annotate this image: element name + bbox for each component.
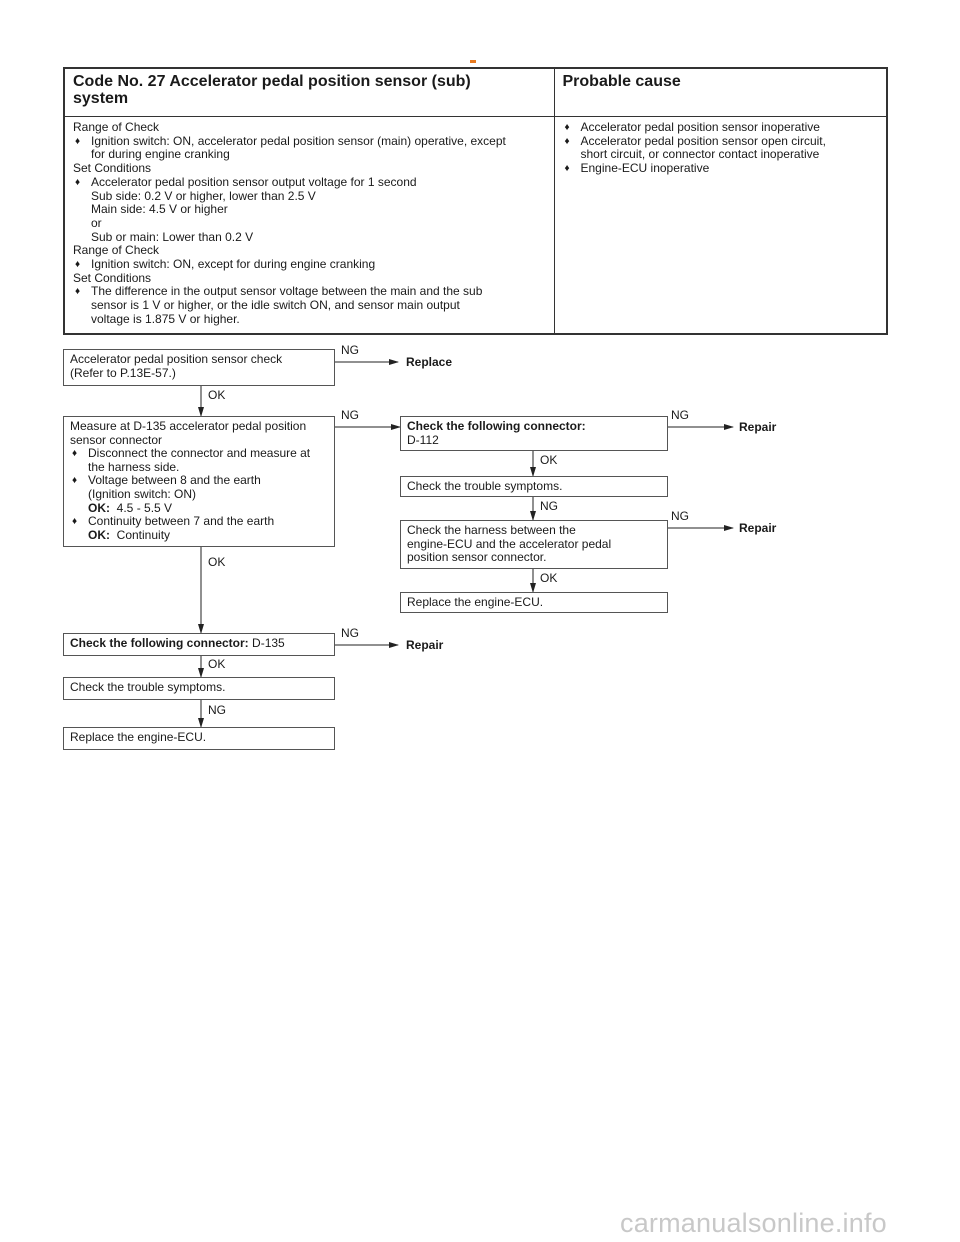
ng-label-step5: NG [671, 509, 689, 523]
step-sensor-check: Accelerator pedal position sensor check (Refer to P.13E-57.) [63, 349, 335, 386]
ok-label-step5: OK [540, 571, 558, 585]
conditions-cell: Range of Check ♦ Ignition switch: ON, accelerator pedal position sensor (main) operative, except for during engine cranking Set Conditions ♦ Accelerator pedal position sensor output voltage for 1 second Sub side: 0.2 V or higher, lower than 2.5 V Main side: 4.5 V or higher or Sub or main: Lower than 0.2 V Range of Check ♦ Ignition switch: ON, except for during engine cranking Set Conditions ♦ The difference in the output sensor voltage between the main and the sub sensor is 1 V or higher, or the idle switch ON, and sensor main output voltage is 1.875 V or higher. [64, 117, 554, 334]
step-trouble-symptoms-1: Check the trouble symptoms. [400, 476, 668, 497]
result-replace: Replace [406, 355, 453, 369]
table-title: Code No. 27 Accelerator pedal position sensor (sub) system [64, 68, 554, 117]
ng-label-step8: NG [208, 703, 226, 717]
step-trouble-symptoms-2: Check the trouble symptoms. [63, 677, 335, 700]
step-check-connector-d135: Check the following connector: D-135 [63, 633, 335, 656]
watermark: carmanualsonline.info [620, 1208, 887, 1238]
ng-label-step2: NG [341, 408, 359, 422]
ok-label-step3: OK [540, 453, 558, 467]
step-check-harness: Check the harness between the engine-ECU and the accelerator pedal position sensor connector. [400, 520, 668, 569]
ok-label-step1: OK [208, 388, 226, 402]
step-replace-ecu-1: Replace the engine-ECU. [400, 592, 668, 613]
ok-label-step7: OK [208, 657, 226, 671]
cause-heading: Probable cause [554, 68, 887, 117]
result-repair-harness: Repair [739, 521, 777, 535]
result-repair-d112: Repair [739, 420, 777, 434]
ng-label-step3: NG [671, 408, 689, 422]
ok-label-step2: OK [208, 555, 226, 569]
step-measure-connector: Measure at D-135 accelerator pedal position sensor connector ♦ Disconnect the connector and measure at the harness side. ♦ Voltage between 8 and the earth (Ignition switch: ON) OK: 4.5 - 5.5 V ♦ Continuity between 7 and the earth OK: Continuity [63, 416, 335, 547]
result-repair-d135: Repair [406, 638, 444, 652]
causes-cell: ♦ Accelerator pedal position sensor inoperative ♦ Accelerator pedal position sensor open circuit, short circuit, or connector contact inoperative ♦ Engine-ECU inoperative [554, 117, 887, 334]
ng-label-step4: NG [540, 499, 558, 513]
ng-label-step7: NG [341, 626, 359, 640]
step-replace-ecu-2: Replace the engine-ECU. [63, 727, 335, 750]
step-check-connector-d112: Check the following connector: D-112 [400, 416, 668, 451]
ng-label-step1: NG [341, 343, 359, 357]
